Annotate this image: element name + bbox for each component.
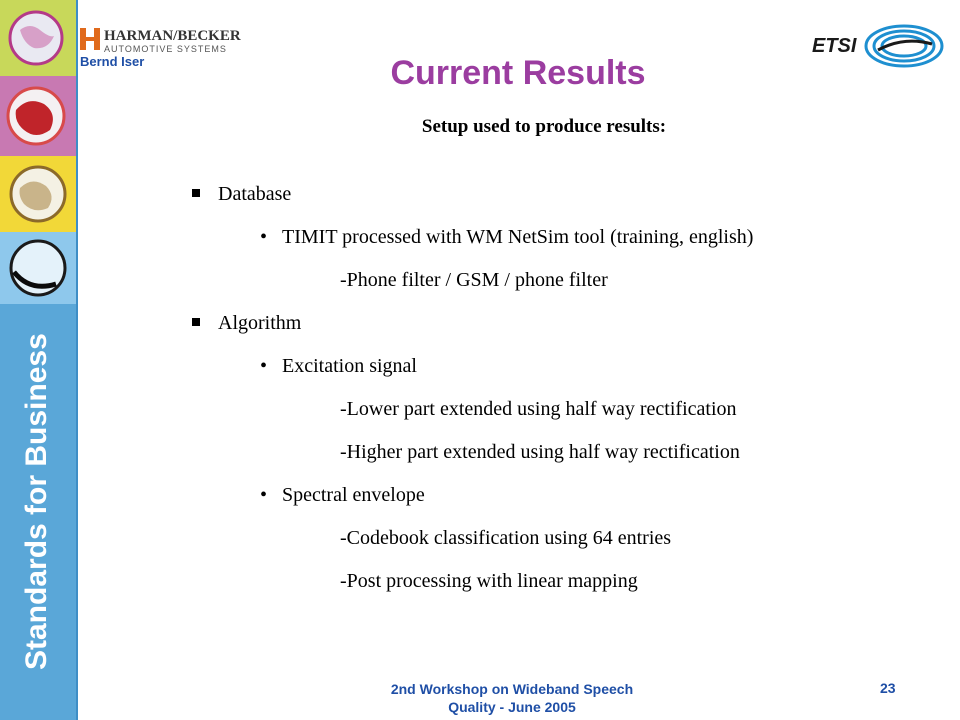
- dot-bullet-icon: •: [260, 355, 268, 377]
- svg-text:HARMAN/BECKER: HARMAN/BECKER: [104, 28, 241, 44]
- svg-text:ETSI: ETSI: [812, 35, 857, 57]
- sub-bullet-spectral: • Spectral envelope: [260, 484, 425, 506]
- yellow-globe-tile: [0, 156, 76, 232]
- footer-workshop: [322, 680, 702, 716]
- footer-line-1: 2nd Workshop on Wideband Speech: [390, 681, 634, 697]
- standards-for-business-tagline: [0, 310, 76, 710]
- svg-text:AUTOMOTIVE SYSTEMS: AUTOMOTIVE SYSTEMS: [104, 44, 227, 54]
- detail-phone-filter: -Phone filter / GSM / phone filter: [340, 269, 608, 291]
- page-number: 23: [880, 680, 896, 696]
- blue-globe-tile: [0, 232, 76, 304]
- detail-post-processing: -Post processing with linear mapping: [340, 570, 638, 592]
- square-bullet-icon: [192, 189, 200, 197]
- bullet-algorithm: Algorithm: [192, 312, 301, 335]
- globe-icon: [0, 232, 76, 304]
- bullet-database: Database: [192, 183, 291, 206]
- sub-bullet-excitation: • Excitation signal: [260, 355, 417, 377]
- slide-title: Current Results: [390, 54, 646, 92]
- slide-subtitle: Setup used to produce results:: [421, 116, 667, 137]
- harman-becker-logo: [80, 26, 270, 56]
- author-name: Bernd Iser: [80, 54, 145, 69]
- globe-icon: [0, 156, 76, 232]
- detail-codebook: -Codebook classification using 64 entries: [340, 527, 672, 549]
- dot-bullet-icon: •: [260, 226, 268, 248]
- footer-line-2: Quality - June 2005: [448, 699, 576, 715]
- square-bullet-icon: [192, 318, 200, 326]
- left-decorative-strip: [0, 0, 76, 720]
- sub-bullet-timit: • TIMIT processed with WM NetSim tool (training, english): [260, 226, 754, 248]
- dot-bullet-icon: •: [260, 484, 268, 506]
- svg-text:Standards for Business: Standards for Business: [20, 333, 53, 670]
- detail-higher-part: -Higher part extended using half way rectification: [340, 441, 740, 463]
- strip-divider: [76, 0, 78, 720]
- detail-lower-part: -Lower part extended using half way rectification: [340, 398, 737, 420]
